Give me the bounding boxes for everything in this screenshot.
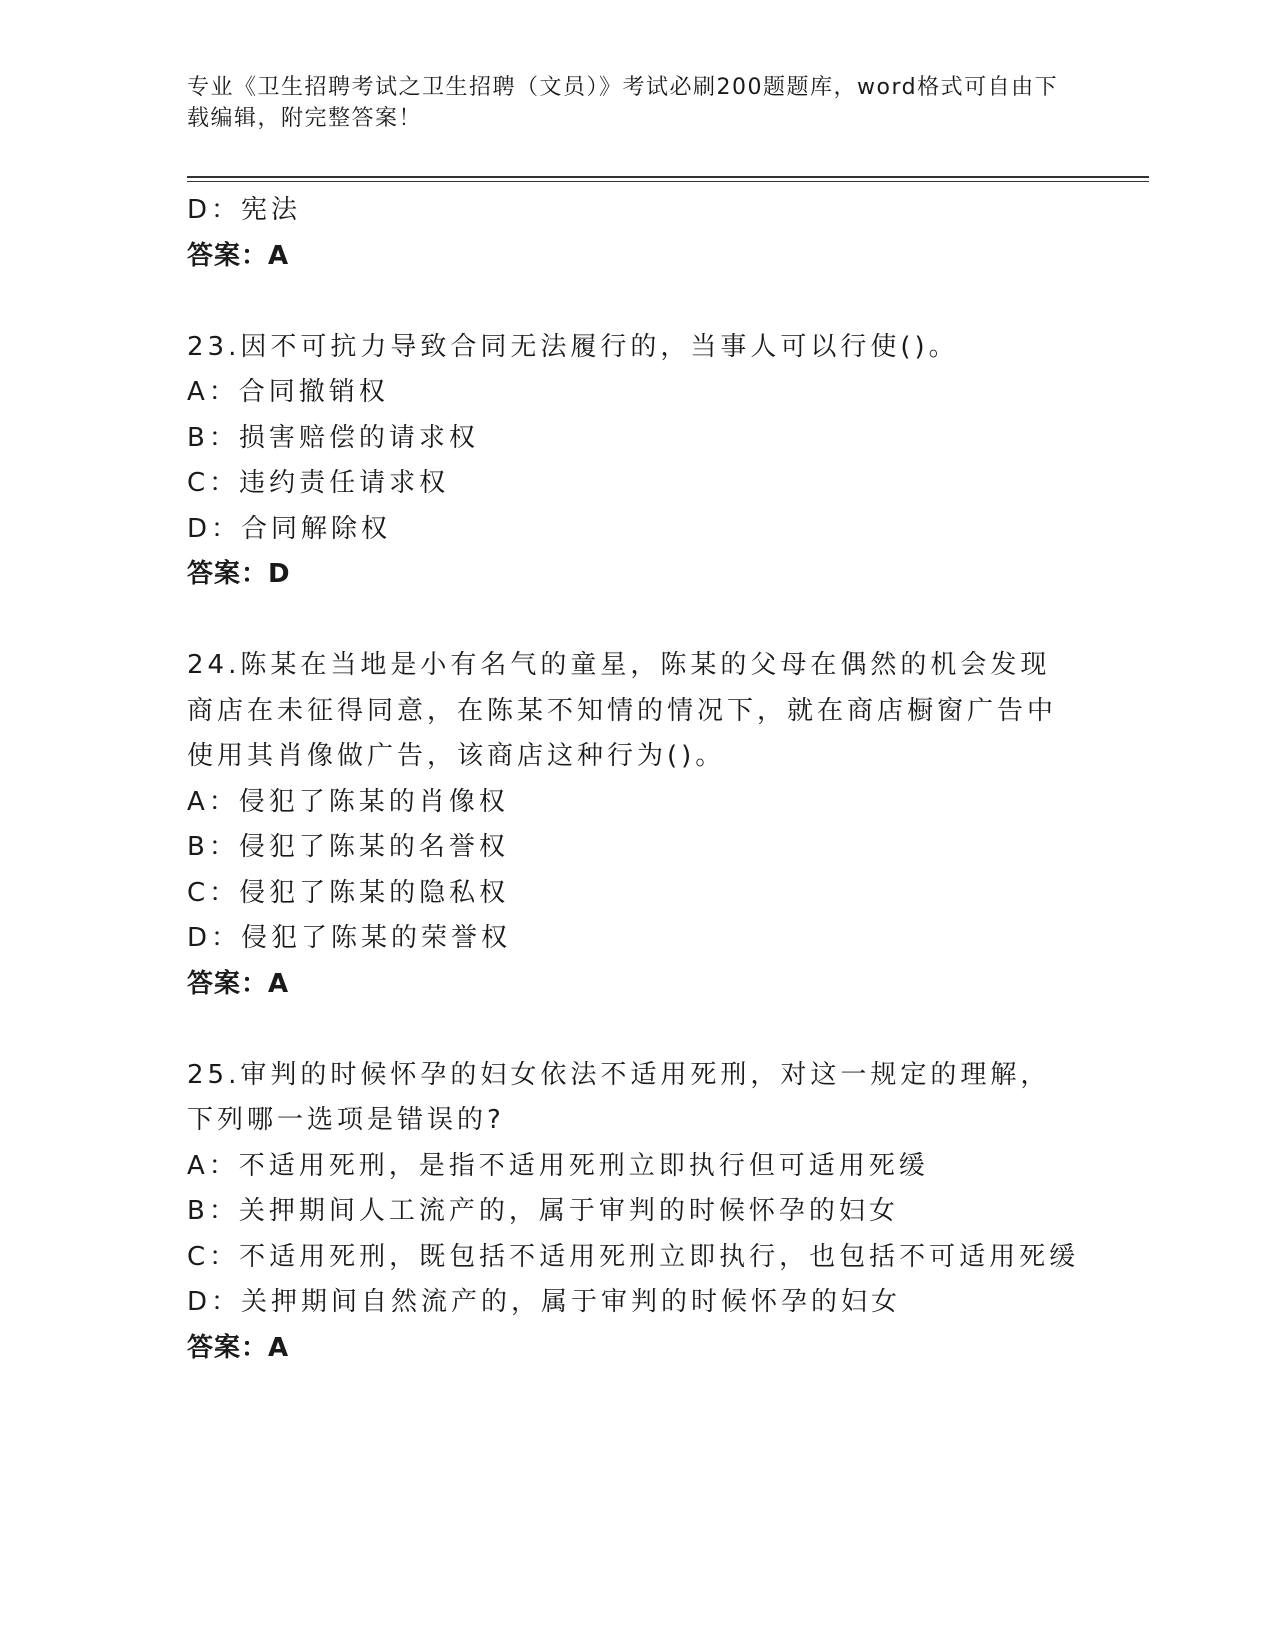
- spacer: [187, 279, 1087, 325]
- option-a: A：合同撤销权: [187, 377, 389, 407]
- answer-line: 答案：D: [187, 559, 291, 589]
- option-c: C：侵犯了陈某的隐私权: [187, 877, 510, 908]
- option-b: B：损害赔偿的请求权: [187, 422, 479, 453]
- question-24: [187, 643, 1087, 1007]
- spacer: [187, 1007, 1087, 1053]
- option-d: D：合同解除权: [187, 513, 392, 544]
- option-a: A：侵犯了陈某的肖像权: [187, 786, 509, 817]
- header-divider-thin: [187, 181, 1149, 182]
- question-stem: 25.审判的时候怀孕的妇女依法不适用死刑，对这一规定的理解，下列哪一选项是错误的?: [187, 1059, 1051, 1135]
- question-stem: 23.因不可抗力导致合同无法履行的，当事人可以行使()。: [187, 331, 959, 362]
- option-b: B：关押期间人工流产的，属于审判的时候怀孕的妇女: [187, 1196, 899, 1226]
- question-25: [187, 1053, 1087, 1372]
- option-c: C：违约责任请求权: [187, 468, 450, 498]
- option-c: C：不适用死刑，既包括不适用死刑立即执行，也包括不可适用死缓: [187, 1241, 1080, 1272]
- question-content: [187, 188, 1087, 1371]
- header-divider-thick: [187, 176, 1149, 178]
- answer-line: 答案：A: [187, 968, 290, 999]
- spacer: [187, 598, 1087, 644]
- prev-option-d: D：宪法: [187, 195, 302, 225]
- prev-answer: 答案：A: [187, 240, 290, 271]
- page-header: 专业《卫生招聘考试之卫生招聘（文员）》考试必刷200题题库，word格式可自由下载编辑，附完整答案！: [187, 75, 1059, 131]
- option-b: B：侵犯了陈某的名誉权: [187, 832, 509, 862]
- option-d: D：侵犯了陈某的荣誉权: [187, 923, 512, 953]
- option-d: D：关押期间自然流产的，属于审判的时候怀孕的妇女: [187, 1287, 902, 1317]
- option-a: A：不适用死刑，是指不适用死刑立即执行但可适用死缓: [187, 1150, 929, 1181]
- question-stem: 24.陈某在当地是小有名气的童星，陈某的父母在偶然的机会发现商店在未征得同意，在陈某不知情的情况下，就在商店橱窗广告中使用其肖像做广告，该商店这种行为()。: [187, 650, 1058, 771]
- answer-line: 答案：A: [187, 1332, 290, 1363]
- question-23: [187, 325, 1087, 598]
